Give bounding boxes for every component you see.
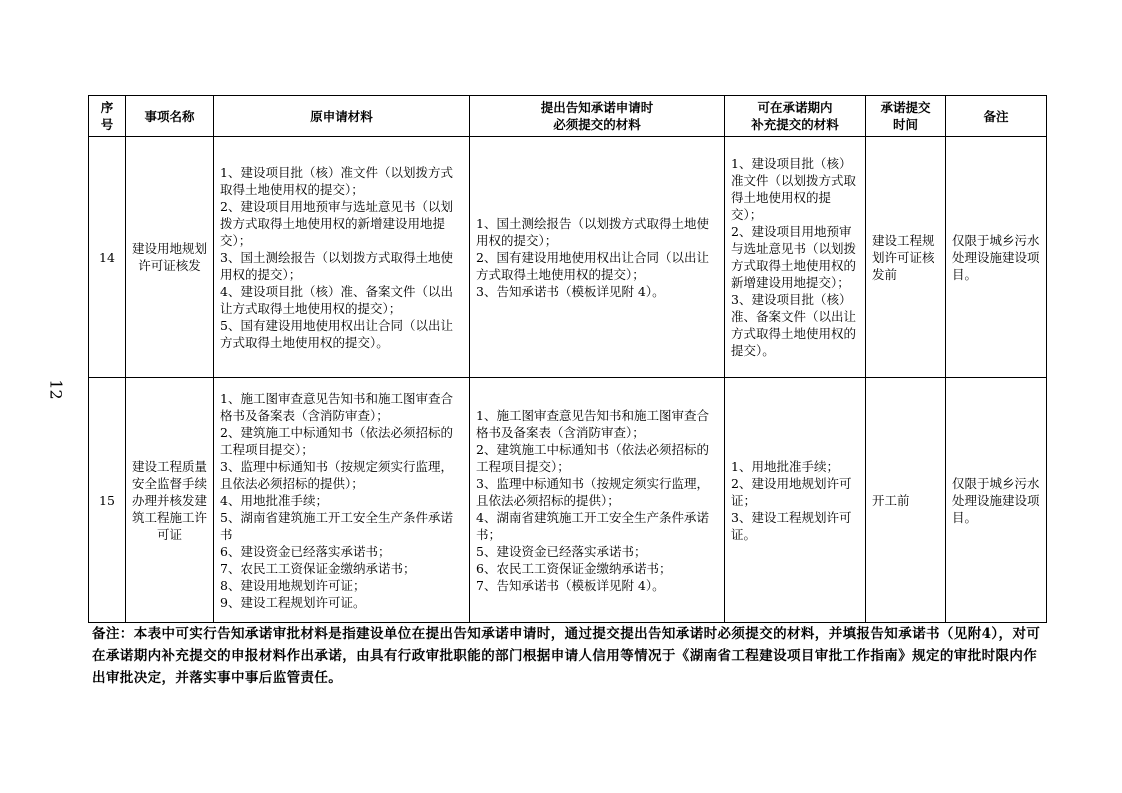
header-must-submit-line: 提出告知承诺申请时 [540, 100, 654, 115]
row-remark: 仅限于城乡污水处理设施建设项目。 [946, 378, 1047, 623]
material-item: 6、农民工工资保证金缴纳承诺书； [476, 560, 672, 576]
row-commit-time: 开工前 [866, 378, 946, 623]
material-item: 8、建设用地规划许可证； [220, 577, 366, 593]
material-item: 4、用地批准手续； [220, 492, 328, 508]
material-item: 2、建设项目用地预审与选址意见书（以划拨方式取得土地使用权的新增建设用地提交）； [731, 224, 857, 290]
table-row [89, 378, 1047, 623]
material-item: 1、用地批准手续； [731, 458, 839, 474]
table-row [89, 137, 1047, 378]
material-item: 3、建设项目批（核）准、备案文件（以出让方式取得土地使用权的提交）。 [731, 292, 857, 358]
header-num [89, 96, 126, 137]
row-original-materials [214, 137, 470, 378]
header-num-line: 号 [100, 117, 114, 132]
material-item: 4、建设项目批（核）准、备案文件（以出让方式取得土地使用权的提交）； [220, 283, 453, 316]
row-item-name: 建设用地规划许可证核发 [126, 137, 214, 378]
row-supplement-materials [725, 378, 866, 623]
header-supplement-line: 补充提交的材料 [751, 117, 839, 132]
material-item: 3、告知承诺书（模板详见附 4）。 [476, 283, 665, 299]
material-item: 7、告知承诺书（模板详见附 4）。 [476, 577, 665, 593]
material-item: 1、建设项目批（核）准文件（以划拨方式取得土地使用权的提交）； [731, 156, 857, 222]
row-must-submit-materials [470, 137, 725, 378]
material-item: 2、国有建设用地使用权出让合同（以出让方式取得土地使用权的提交）； [476, 249, 709, 282]
table-footnote: 备注：本表中可实行告知承诺审批材料是指建设单位在提出告知承诺申请时，通过提交提出告知承诺时必须提交的材料，并填报告知承诺书（见附4），对可在承诺期内补充提交的申报材料作出承诺，由具有行政审批职能的部门根据申请人信用等情况于《湖南省工程建设项目审批工作指南》规定的审批时限内作出审批决定，并落实事中事后监管责任。 [92, 626, 1041, 686]
header-commit-time [866, 96, 946, 137]
material-item: 2、建筑施工中标通知书（依法必须招标的工程项目提交）； [220, 424, 453, 457]
row-item-name: 建设工程质量安全监督手续办理并核发建筑工程施工许可证 [126, 378, 214, 623]
header-commit-time-line: 承诺提交 [880, 100, 931, 115]
header-num-line: 序 [100, 100, 114, 115]
page-number: 12 [46, 379, 66, 400]
material-item: 3、监理中标通知书（按规定须实行监理，且依法必须招标的提供）； [476, 475, 709, 508]
material-item: 1、建设项目批（核）准文件（以划拨方式取得土地使用权的提交）； [220, 164, 453, 197]
material-item: 2、建筑施工中标通知书（依法必须招标的工程项目提交）； [476, 441, 709, 474]
header-must-submit [470, 96, 725, 137]
material-item: 4、湖南省建筑施工开工安全生产条件承诺书； [476, 509, 709, 542]
material-item: 5、湖南省建筑施工开工安全生产条件承诺书 [220, 509, 453, 542]
material-item: 2、建设项目用地预审与选址意见书（以划拨方式取得土地使用权的新增建设用地提交）； [220, 198, 453, 248]
row-commit-time: 建设工程规划许可证核发前 [866, 137, 946, 378]
approval-materials-table [88, 95, 1047, 623]
row-supplement-materials [725, 137, 866, 378]
material-item: 1、施工图审查意见告知书和施工图审查合格书及备案表（含消防审查）； [220, 390, 453, 423]
row-remark: 仅限于城乡污水处理设施建设项目。 [946, 137, 1047, 378]
material-item: 9、建设工程规划许可证。 [220, 594, 366, 610]
header-original: 原申请材料 [214, 96, 470, 137]
header-must-submit-line: 必须提交的材料 [553, 117, 641, 132]
material-item: 3、国土测绘报告（以划拨方式取得土地使用权的提交）； [220, 249, 453, 282]
header-remark: 备注 [946, 96, 1047, 137]
row-num: 14 [89, 137, 126, 378]
row-must-submit-materials [470, 378, 725, 623]
material-item: 5、国有建设用地使用权出让合同（以出让方式取得土地使用权的提交）。 [220, 317, 453, 350]
material-item: 6、建设资金已经落实承诺书； [220, 543, 391, 559]
material-item: 7、农民工工资保证金缴纳承诺书； [220, 560, 416, 576]
header-supplement-line: 可在承诺期内 [757, 100, 833, 115]
header-commit-time-line: 时间 [892, 117, 918, 132]
header-name: 事项名称 [126, 96, 214, 137]
material-item: 3、监理中标通知书（按规定须实行监理，且依法必须招标的提供）； [220, 458, 453, 491]
material-item: 1、施工图审查意见告知书和施工图审查合格书及备案表（含消防审查）； [476, 407, 709, 440]
row-original-materials [214, 378, 470, 623]
header-supplement [725, 96, 866, 137]
material-item: 3、建设工程规划许可证。 [731, 509, 852, 542]
row-num: 15 [89, 378, 126, 623]
header-row [89, 96, 1047, 137]
material-item: 5、建设资金已经落实承诺书； [476, 543, 647, 559]
material-item: 2、建设用地规划许可证； [731, 475, 852, 508]
material-item: 1、国土测绘报告（以划拨方式取得土地使用权的提交）； [476, 215, 709, 248]
